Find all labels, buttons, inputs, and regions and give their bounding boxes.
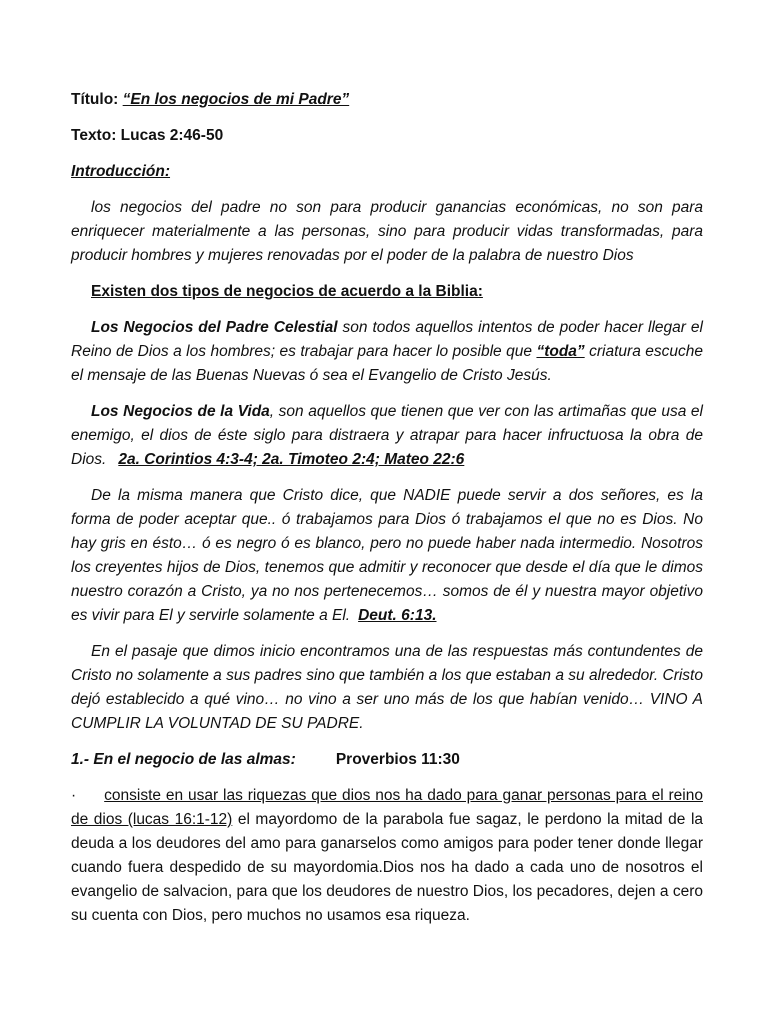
point-1-label: 1.- En el negocio de las almas <box>71 751 291 768</box>
vida-references: 2a. Corintios 4:3-4; 2a. Timoteo 2:4; Mateo 22:6 <box>118 451 465 468</box>
text-reference: Lucas 2:46-50 <box>120 127 224 144</box>
pasaje-paragraph: En el pasaje que dimos inicio encontramos una de las respuestas más contundentes de Cristo no solamente a sus padres sino que también a los que estaban a su alrededor. Cristo dejó establecido a qué vino… no vino a ser uno más de los que habían venido… VINO A CUMPLIR LA VOLUNTAD DE SU PADRE. <box>71 643 703 732</box>
point-1-colon: : <box>290 751 296 768</box>
types-heading: Existen dos tipos de negocios de acuerdo a la Biblia: <box>91 283 483 300</box>
celestial-text-a: son todos aquellos intentos de poder hacer llegar el Reino de Dios a los hombres; es trabajar para hacer lo posible que <box>71 319 703 360</box>
celestial-emphasis: “toda” <box>536 343 585 360</box>
document-page <box>71 88 703 928</box>
vida-lead: Los Negocios de la Vida <box>91 403 270 420</box>
title-line <box>71 88 703 112</box>
misma-text: De la misma manera que Cristo dice, que NADIE puede servir a dos señores, es la forma de poder aceptar que.. ó trabajamos para Dios ó trabajamos el que no es Dios. No hay gris en ésto… ó es negro ó es blanco, pero no puede haber nada intermedio. Nosotros los creyentes hijos de Dios, tenemos que admitir y reconocer que desde el día que le dimos nuestro corazón a Cristo, ya no nos pertenecemos… somos de él y nuestra mayor objetivo es vivir para El y servirle solamente a El. <box>71 487 703 624</box>
misma-reference: Deut. 6:13. <box>358 607 437 624</box>
bullet-rest: el mayordomo de la parabola fue sagaz, le perdono la mitad de la deuda a los deudores del amo para ganarselos como amigos para poder tener donde llegar cuando fuera despedido de su mayordomia.Dios nos ha dado a cada uno de nosotros el evangelio de salvacion, para que los deudores de nuestro Dios, los pecadores, dejen a cero su cuenta con Dios, pero muchos no usamos esa riqueza. <box>71 811 704 924</box>
celestial-lead: Los Negocios del Padre Celestial <box>91 319 338 336</box>
point-1-verse: Proverbios 11:30 <box>335 751 460 768</box>
celestial-text-b: criatura escuche el mensaje de las Buenas Nuevas ó sea el Evangelio de Cristo Jesús. <box>71 343 703 384</box>
bullet-underlined: consiste en usar las riquezas que dios nos ha dado para ganar personas para el reino de dios (lucas 16:1-12) <box>71 787 703 828</box>
bullet-mark: · <box>71 787 77 804</box>
intro-heading: Introducción: <box>71 163 171 180</box>
text-label: Texto: <box>71 127 117 144</box>
misma-paragraph <box>71 484 703 628</box>
title-label: Título: <box>71 91 119 108</box>
intro-paragraph: los negocios del padre no son para producir ganancias económicas, no son para enriquecer materialmente a las personas, sino para producir vidas transformadas, para producir hombres y mujeres renovadas por el poder de la palabra de nuestro Dios <box>71 199 703 264</box>
bullet-paragraph <box>71 784 703 928</box>
vida-paragraph <box>71 400 703 472</box>
point-1-heading <box>71 748 703 772</box>
vida-text: , son aquellos que tienen que ver con las artimañas que usa el enemigo, el dios de éste siglo para distraera y atrapar para hacer infructuosa la obra de Dios. <box>71 403 703 468</box>
celestial-paragraph <box>71 316 703 388</box>
sermon-title: “En los negocios de mi Padre” <box>122 91 350 108</box>
text-line <box>71 124 703 148</box>
